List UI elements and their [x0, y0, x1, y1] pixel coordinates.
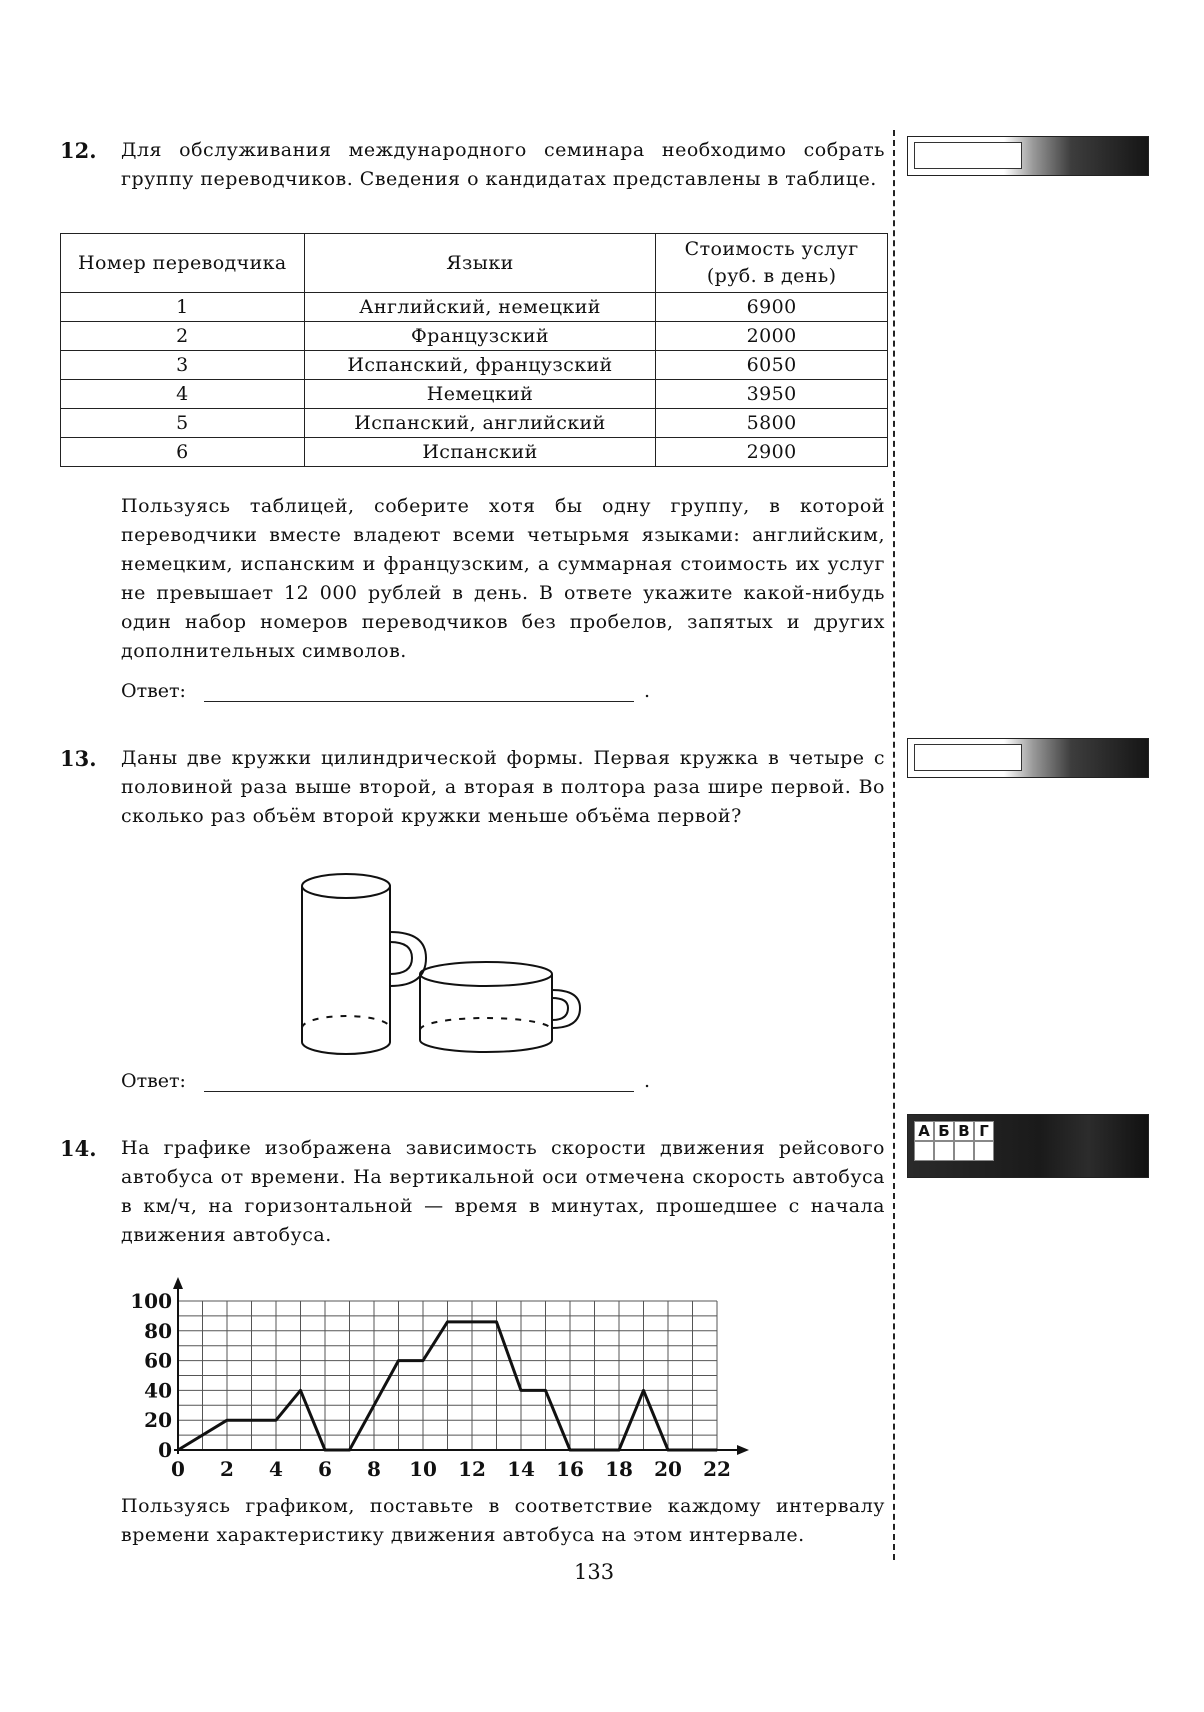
- problem-12-answer: [121, 680, 650, 702]
- table-cell: Испанский, английский: [304, 409, 656, 438]
- answer-grid-cell[interactable]: [914, 1141, 934, 1161]
- cut-line: [893, 130, 895, 1560]
- data-point: [422, 1359, 424, 1361]
- y-tick-labels: [130, 1289, 172, 1462]
- y-tick-label: 100: [130, 1289, 172, 1313]
- table-cell: Английский, немецкий: [304, 293, 656, 322]
- x-tick-label: 8: [367, 1457, 381, 1478]
- table-row: [61, 380, 888, 409]
- table-header-row: [61, 234, 888, 293]
- answer-grid-cell[interactable]: [974, 1141, 994, 1161]
- table-header-cell: Номер переводчика: [61, 234, 305, 293]
- y-tick-label: 80: [144, 1318, 172, 1343]
- x-axis-arrow: [737, 1445, 749, 1455]
- problem-12-intro: Для обслуживания международного семинара необходимо собрать группу переводчиков. Сведения о кандидатах представлены в таблице.: [121, 139, 885, 190]
- wide-mug: [420, 962, 580, 1052]
- data-point: [544, 1389, 546, 1391]
- x-tick-label: 2: [220, 1457, 234, 1478]
- speed-time-chart: [130, 1258, 810, 1478]
- x-tick-label: 14: [507, 1457, 535, 1478]
- answer-label: Ответ:: [121, 1070, 186, 1092]
- table-cell: 4: [61, 380, 305, 409]
- table-row: [61, 322, 888, 351]
- table-cell: 3950: [656, 380, 888, 409]
- y-tick-label: 40: [144, 1378, 172, 1403]
- data-point: [667, 1449, 669, 1451]
- answer-label: Ответ:: [121, 680, 186, 702]
- problem-13-text: Даны две кружки цилиндрической формы. Первая кружка в четыре с половиной раза выше второй, а вторая в полтора раза шире первой. Во сколько раз объём второй кружки меньше объёма первой?: [121, 747, 885, 827]
- data-point: [642, 1389, 644, 1391]
- chart-axes: [173, 1277, 749, 1455]
- x-tick-label: 20: [654, 1457, 682, 1478]
- answer-grid-cell[interactable]: [934, 1141, 954, 1161]
- data-point: [324, 1449, 326, 1451]
- y-axis-arrow: [173, 1277, 183, 1289]
- x-tick-label: 6: [318, 1457, 332, 1478]
- y-tick-label: 0: [158, 1438, 172, 1462]
- problem-14-text: На графике изображена зависимость скорости движения рейсового автобуса от времени. На вертикальной оси отмечена скорость автобуса в км/ч, на горизонтальной — время в минутах, прошедшее с начала движения автобуса.: [121, 1137, 885, 1246]
- answer-grid[interactable]: [914, 1121, 994, 1161]
- table-cell: 1: [61, 293, 305, 322]
- data-point: [520, 1389, 522, 1391]
- mugs-illustration: [300, 870, 640, 1060]
- answer-box-12[interactable]: [907, 136, 1149, 176]
- page-number: 133: [574, 1560, 615, 1584]
- y-tick-label: 60: [144, 1348, 172, 1373]
- x-tick-label: 0: [171, 1457, 185, 1478]
- data-point: [226, 1419, 228, 1421]
- x-tick-label: 10: [409, 1457, 437, 1478]
- table-cell: 5800: [656, 409, 888, 438]
- answer-end: .: [643, 1070, 650, 1092]
- table-cell: 6: [61, 438, 305, 467]
- x-tick-label: 16: [556, 1457, 584, 1478]
- answer-field[interactable]: [204, 1073, 634, 1092]
- table-cell: 5: [61, 409, 305, 438]
- answer-grid-letter: Б: [934, 1121, 954, 1141]
- data-point: [495, 1321, 497, 1323]
- answer-end: .: [643, 680, 650, 702]
- table-header-cell: Языки: [304, 234, 656, 293]
- table-cell: 2900: [656, 438, 888, 467]
- data-point: [299, 1389, 301, 1391]
- data-point: [275, 1419, 277, 1421]
- data-point: [177, 1449, 179, 1451]
- table-cell: 3: [61, 351, 305, 380]
- answer-grid-cell[interactable]: [954, 1141, 974, 1161]
- table-cell: Испанский, французский: [304, 351, 656, 380]
- table-cell: Немецкий: [304, 380, 656, 409]
- table-row: [61, 351, 888, 380]
- data-point: [446, 1321, 448, 1323]
- problem-13-number: 13.: [60, 746, 97, 771]
- data-point: [569, 1449, 571, 1451]
- y-tick-label: 20: [144, 1408, 172, 1433]
- table-cell: 6050: [656, 351, 888, 380]
- answer-field[interactable]: [204, 683, 634, 702]
- x-tick-labels: [171, 1457, 731, 1478]
- table-row: [61, 438, 888, 467]
- answer-grid-letter: Г: [974, 1121, 994, 1141]
- answer-box-14[interactable]: [907, 1114, 1149, 1178]
- data-point: [348, 1449, 350, 1451]
- answer-grid-letter: А: [914, 1121, 934, 1141]
- table-cell: 2: [61, 322, 305, 351]
- data-point: [397, 1359, 399, 1361]
- x-tick-label: 22: [703, 1457, 731, 1478]
- table-header-cell: Стоимость услуг (руб. в день): [656, 234, 888, 293]
- x-tick-label: 18: [605, 1457, 633, 1478]
- data-point: [716, 1449, 718, 1451]
- table-cell: Испанский: [304, 438, 656, 467]
- table-cell: 2000: [656, 322, 888, 351]
- x-tick-label: 4: [269, 1457, 283, 1478]
- table-row: [61, 293, 888, 322]
- translators-table: [60, 233, 888, 467]
- problem-12-task: Пользуясь таблицей, соберите хотя бы одну группу, в которой переводчики вместе владеют всеми четырьмя языками: английским, немецким, испанским и французским, а суммарная стоимость их услуг не превышает 12 000 рублей в день. В ответе укажите какой-нибудь один набор номеров переводчиков без пробелов, запятых и других дополнительных символов.: [121, 495, 885, 662]
- problem-14-task: Пользуясь графиком, поставьте в соответствие каждому интервалу времени характеристику движения автобуса на этом интервале.: [121, 1495, 885, 1546]
- answer-box-field[interactable]: [914, 744, 1022, 771]
- problem-13-answer: [121, 1070, 650, 1092]
- answer-box-13[interactable]: [907, 738, 1149, 778]
- data-point: [618, 1449, 620, 1451]
- answer-box-field[interactable]: [914, 142, 1022, 169]
- table-cell: 6900: [656, 293, 888, 322]
- table-row: [61, 409, 888, 438]
- answer-grid-letter: В: [954, 1121, 974, 1141]
- table-cell: Французский: [304, 322, 656, 351]
- problem-14-number: 14.: [60, 1136, 97, 1161]
- tall-mug: [302, 874, 426, 1054]
- x-tick-label: 12: [458, 1457, 486, 1478]
- problem-12-number: 12.: [60, 138, 97, 163]
